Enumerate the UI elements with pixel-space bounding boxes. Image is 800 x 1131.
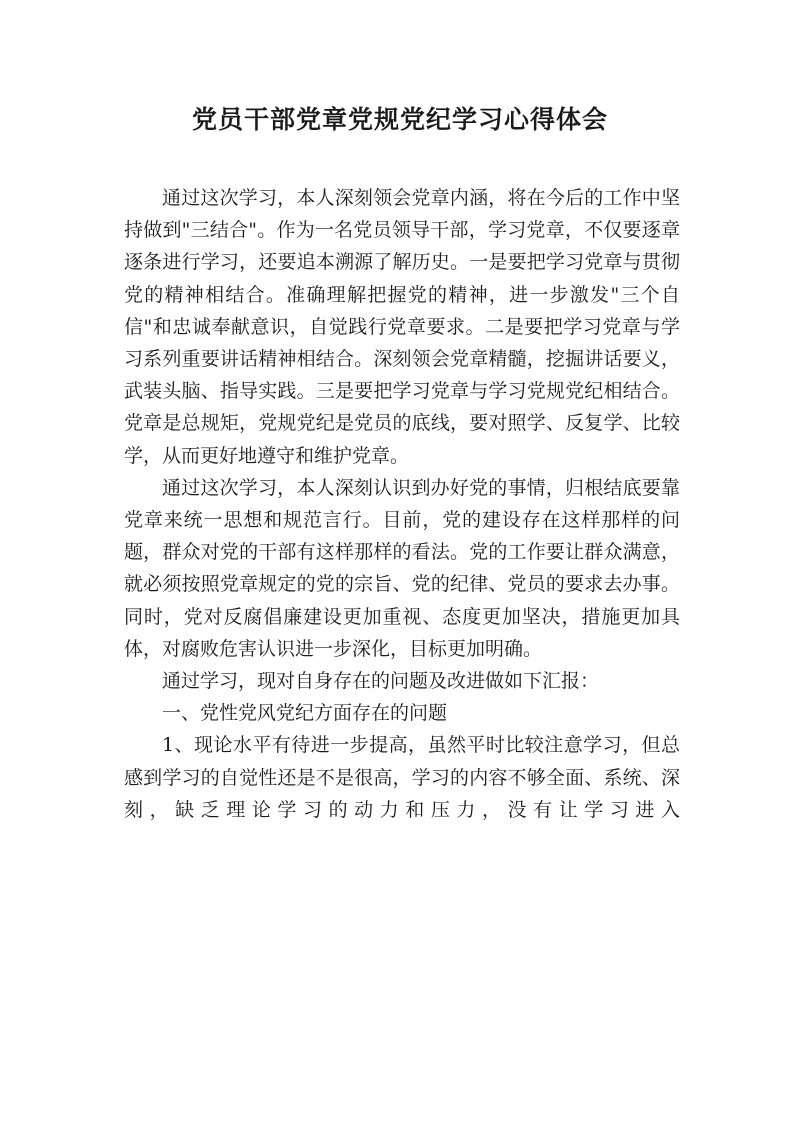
document-body xyxy=(124,182,680,826)
document-title: 党员干部党章党规党纪学习心得体会 xyxy=(191,105,608,134)
section-heading-1: 一、党性党风党纪方面存在的问题 xyxy=(162,702,448,725)
paragraph-1: 通过这次学习，本人深刻领会党章内涵，将在今后的工作中坚持做到"三结合"。作为一名党员领导干部，学习党章，不仅要逐章逐条进行学习，还要追本溯源了解历史。一是要把学习党章与贯彻党的精神相结合。准确理解把握党的精神，进一步激发"三个自信"和忠诚奉献意识，自觉践行党章要求。二是要把学习党章与学习系列重要讲话精神相结合。深刻领会党章精髓，挖掘讲话要义，武装头脑、指导实践。三是要把学习党章与学习党规党纪相结合。党章是总规矩，党规党纪是党员的底线，要对照学、反复学、比较学，从而更好地遵守和维护党章。 xyxy=(124,187,680,467)
paragraph-3: 通过学习，现对自身存在的问题及改进做如下汇报： xyxy=(162,670,600,693)
paragraph-4: 1、现论水平有待进一步提高，虽然平时比较注意学习，但总感到学习的自觉性还是不是很高，学习的内容不够全面、系统、深刻，缺乏理论学习的动力和压力，没有让学习进入 xyxy=(124,734,680,821)
paragraph-2: 通过这次学习，本人深刻认识到办好党的事情，归根结底要靠党章来统一思想和规范言行。目前，党的建设存在这样那样的问题，群众对党的干部有这样那样的看法。党的工作要让群众满意，就必须按照党章规定的党的宗旨、党的纪律、党员的要求去办事。同时，党对反腐倡廉建设更加重视、态度更加坚决，措施更加具体，对腐败危害认识进一步深化，目标更加明确。 xyxy=(124,476,680,660)
